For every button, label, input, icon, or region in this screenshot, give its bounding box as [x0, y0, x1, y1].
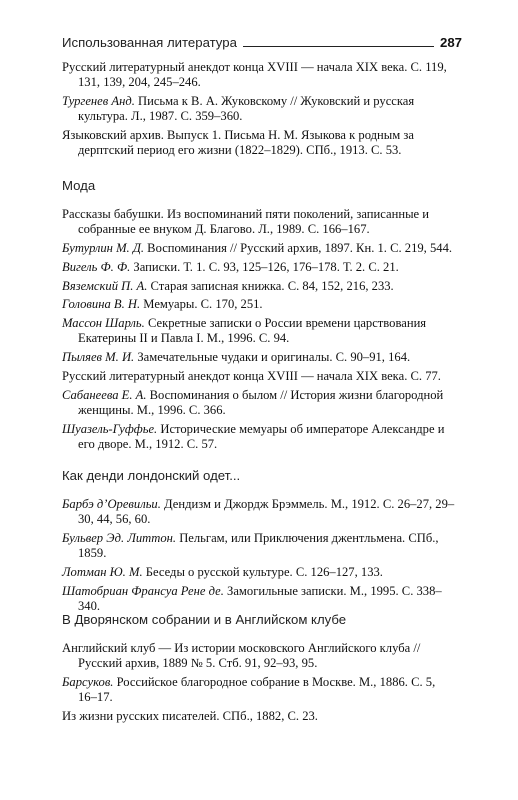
running-header-title: Использованная литература	[62, 35, 237, 50]
entry-author: Бутурлин М. Д.	[62, 241, 145, 255]
bibliography-entry	[62, 60, 456, 90]
entry-text: Русский литературный анекдот конца XVIII — начала XIX века. С. 77.	[62, 368, 441, 383]
entry-text: Беседы о русской культуре. С. 126–127, 133.	[142, 565, 383, 579]
entry-text: Воспоминания // Русский архив, 1897. Кн. 1. С. 219, 544.	[144, 241, 453, 255]
entry-list	[62, 207, 456, 452]
bibliography-entry	[62, 260, 456, 275]
entry-author: Шатобриан Франсуа Рене де.	[62, 583, 224, 598]
entry-text: Русский литературный анекдот конца XVIII — начала XIX века. С. 119, 131, 139, 204, 245–246.	[62, 60, 447, 90]
page-number: 287	[439, 35, 462, 50]
section-heading: В Дворянском собрании и в Английском клубе	[62, 612, 347, 627]
section-heading: Как денди лондонский одет...	[62, 468, 241, 483]
bibliography-entry	[62, 279, 456, 294]
bibliography-entry	[62, 675, 456, 705]
section-heading: Мода	[62, 178, 96, 193]
bibliography-entry	[62, 641, 456, 671]
entry-author: Массон Шарль.	[62, 316, 145, 331]
entry-author: Тургенев Анд.	[62, 94, 135, 108]
entry-author: Лотман Ю. М.	[62, 565, 143, 579]
bibliography-entry	[62, 369, 456, 384]
entry-author: Барбэ д’Оревильи.	[62, 497, 161, 511]
bibliography-entry	[62, 565, 456, 580]
bibliography-entry	[62, 709, 456, 724]
running-header	[62, 29, 462, 51]
bibliography-section-continued	[62, 60, 456, 162]
entry-text: Воспоминания о былом // История жизни благородной женщины. М., 1996. С. 366.	[78, 387, 444, 417]
header-rule	[243, 46, 434, 47]
entry-text: Письма к В. А. Жуковскому // Жуковский и русская культура. Л., 1987. С. 359–360.	[78, 94, 415, 124]
bibliography-entry	[62, 584, 456, 614]
entry-text: Секретные записки о России времени царствования Екатерины II и Павла I. М., 1996. С. 94.	[78, 316, 427, 346]
entry-author: Сабанеева Е. А.	[62, 387, 147, 402]
entry-list	[62, 497, 456, 614]
entry-list	[62, 641, 456, 724]
entry-author: Пыляев М. И.	[62, 350, 135, 365]
entry-text: Языковский архив. Выпуск 1. Письма Н. М. Языкова к родным за дерптский период его жизни (1822–1829). СПб., 1913. С. 53.	[62, 128, 414, 158]
bibliography-section-clubs	[62, 612, 456, 728]
bibliography-entry	[62, 388, 456, 418]
entry-text: Дендизм и Джордж Брэммель. М., 1912. С. 26–27, 29–30, 44, 56, 60.	[78, 497, 455, 527]
entry-text: Замечательные чудаки и оригиналы. С. 90–91, 164.	[134, 350, 411, 365]
entry-text: Российское благородное собрание в Москве. М., 1886. С. 5, 16–17.	[78, 675, 436, 705]
entry-text: Старая записная книжка. С. 84, 152, 216, 233.	[147, 278, 394, 293]
bibliography-entry	[62, 94, 456, 124]
bibliography-entry	[62, 422, 456, 452]
bibliography-entry	[62, 350, 456, 365]
bibliography-entry	[62, 128, 456, 158]
bibliography-entry	[62, 316, 456, 346]
bibliography-entry	[62, 497, 456, 527]
entry-text: Английский клуб — Из истории московского Английского клуба // Русский архив, 1889 № 5. Стб. 91, 92–93, 95.	[62, 641, 421, 671]
entry-author: Шуазель-Гуффье.	[62, 421, 158, 436]
entry-text: Записки. Т. 1. С. 93, 125–126, 176–178. Т. 2. С. 21.	[130, 259, 399, 274]
entry-text: Рассказы бабушки. Из воспоминаний пяти поколений, записанные и собранные ее внуком Д. Благово. Л., 1989. С. 166–167.	[62, 207, 430, 237]
entry-text: Замогильные записки. М., 1995. С. 338–340.	[78, 583, 442, 613]
entry-author: Барсуков.	[62, 675, 114, 689]
entry-list	[62, 60, 456, 158]
entry-text: Мемуары. С. 170, 251.	[140, 297, 263, 312]
bibliography-entry	[62, 207, 456, 237]
bibliography-entry	[62, 241, 456, 256]
bibliography-entry	[62, 297, 456, 312]
entry-text: Пельгам, или Приключения джентльмена. СПб., 1859.	[78, 531, 439, 561]
entry-text: Из жизни русских писателей. СПб., 1882, С. 23.	[62, 709, 318, 723]
entry-author: Вяземский П. А.	[62, 278, 148, 293]
entry-author: Вигель Ф. Ф.	[62, 259, 131, 274]
entry-text: Исторические мемуары об императоре Александре и его дворе. М., 1912. С. 57.	[78, 421, 445, 451]
entry-author: Головина В. Н.	[62, 297, 141, 312]
bibliography-section-dandy	[62, 468, 456, 618]
bibliography-section-fashion	[62, 178, 456, 456]
entry-author: Бульвер Эд. Литтон.	[62, 531, 177, 545]
bibliography-entry	[62, 531, 456, 561]
